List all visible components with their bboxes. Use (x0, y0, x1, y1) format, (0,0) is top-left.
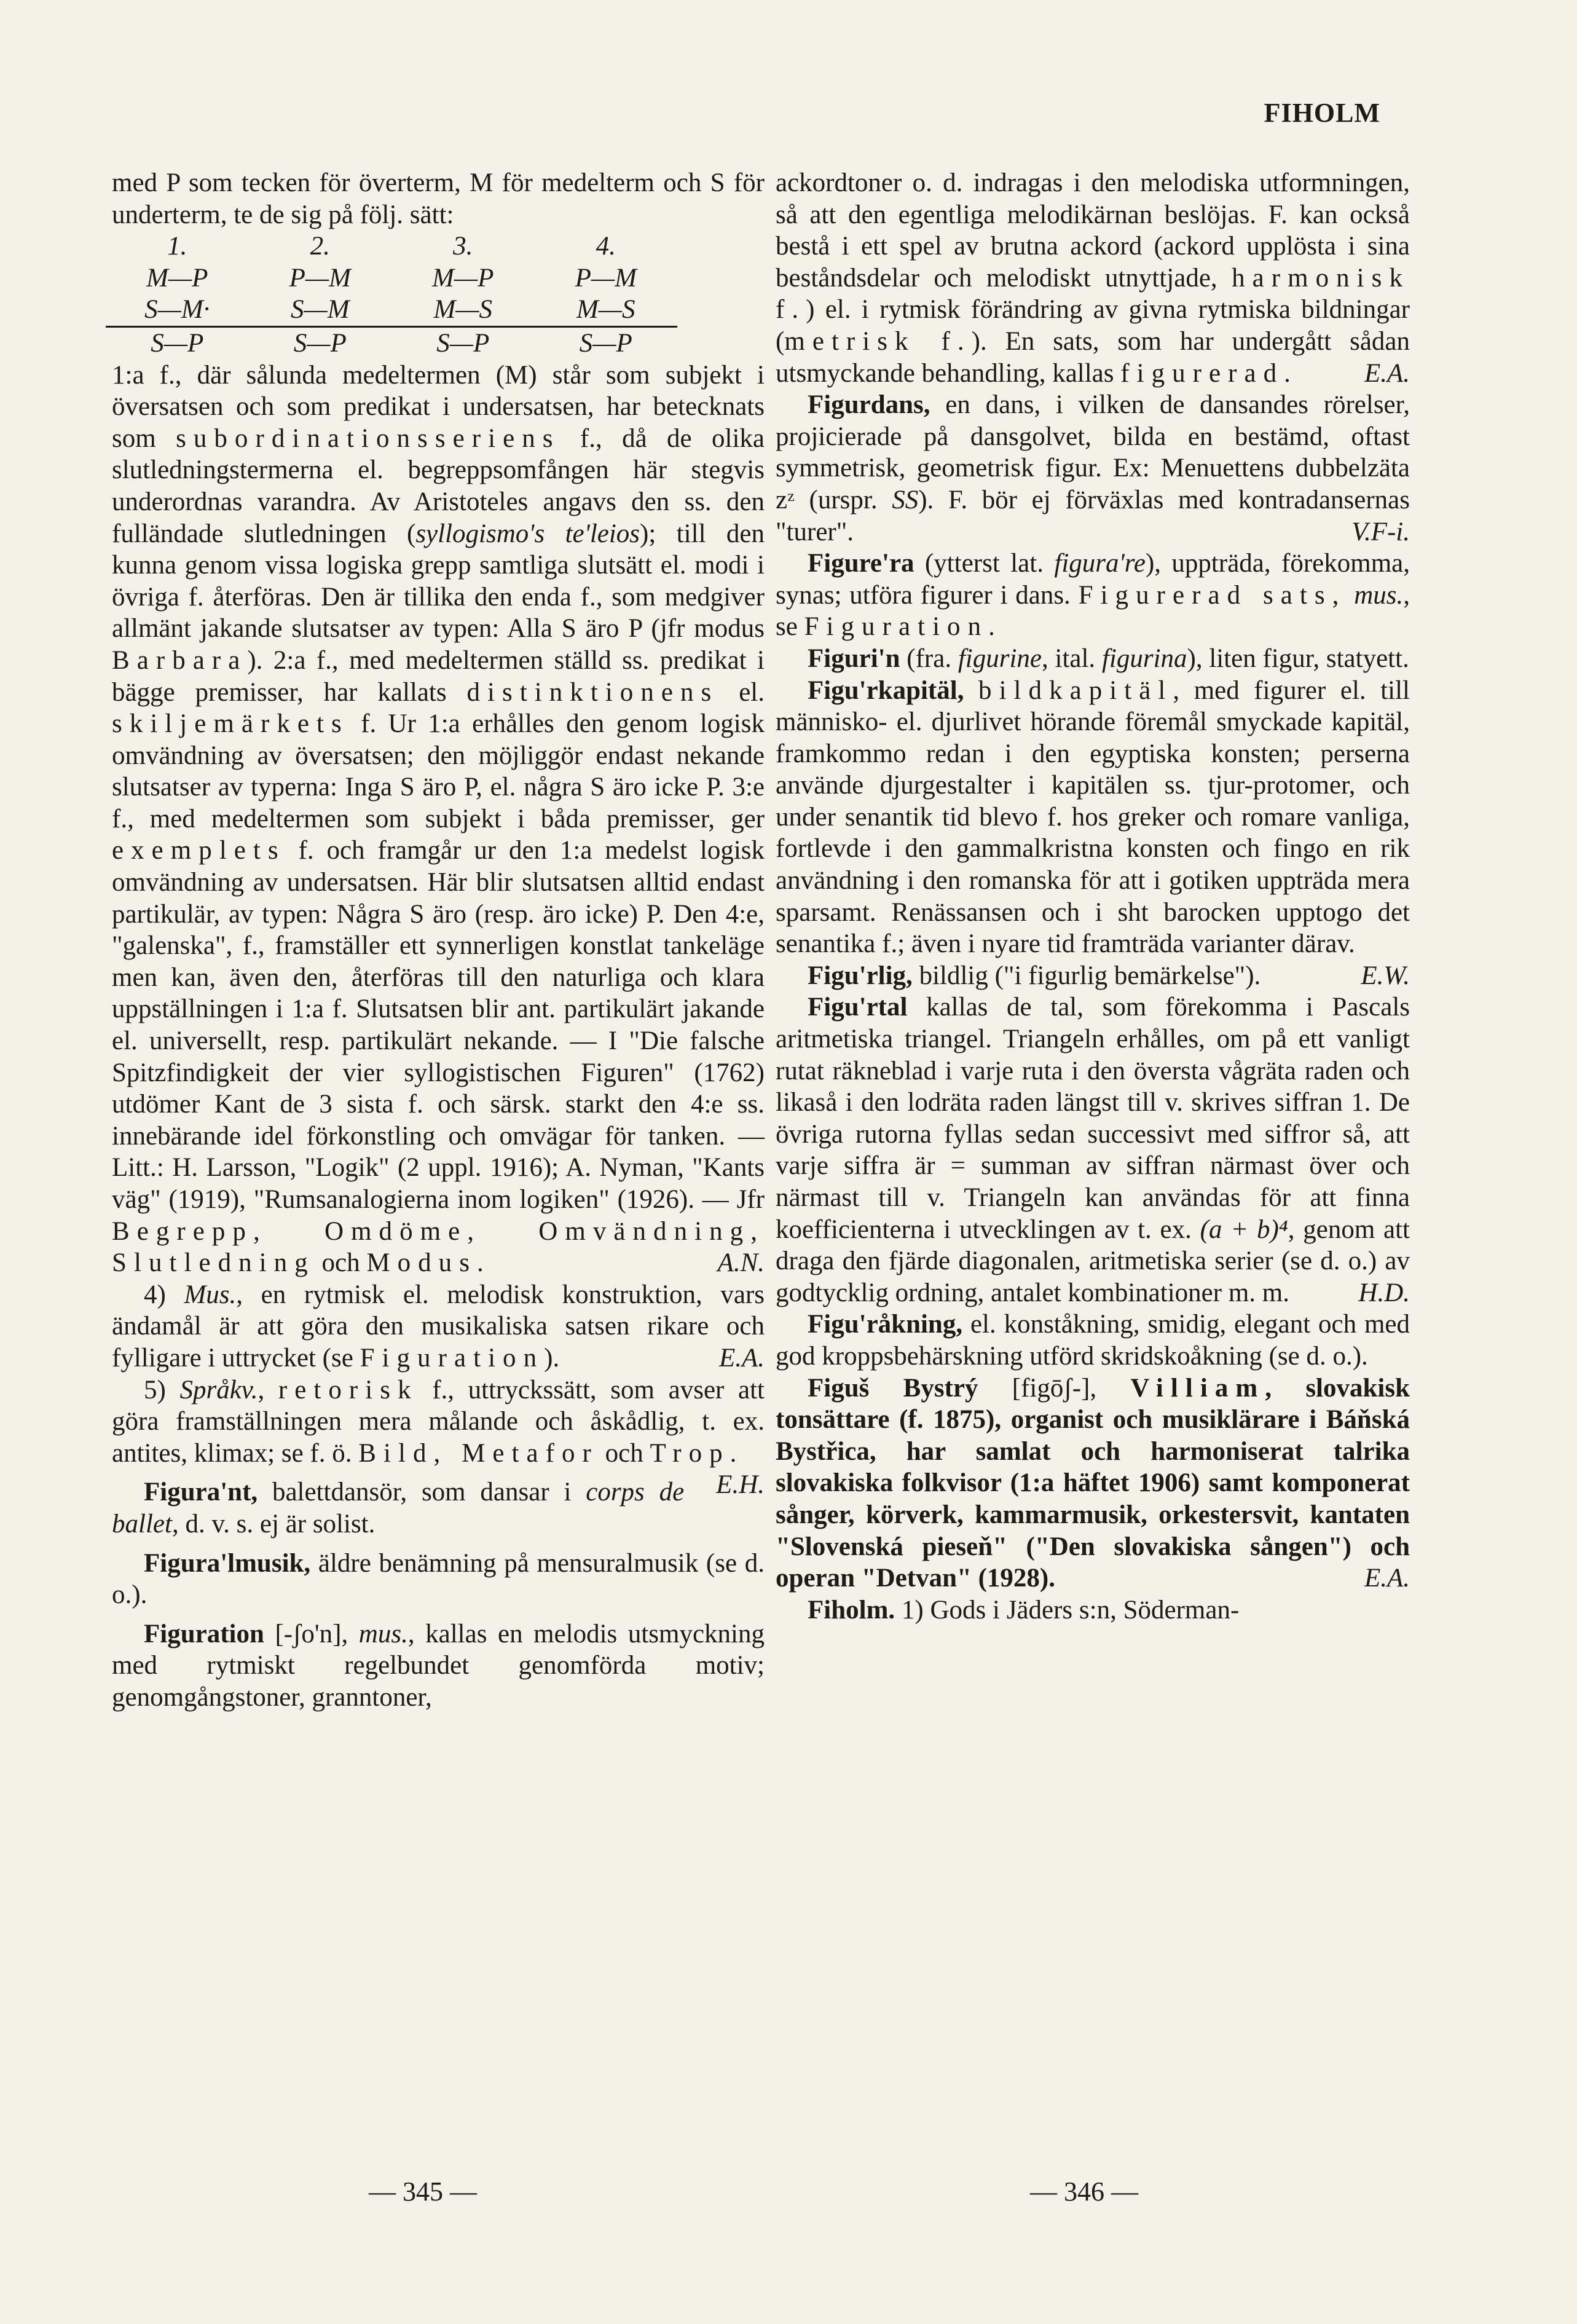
entry-fiholm: Fiholm. 1) Gods i Jäders s:n, Söderman- (808, 1595, 1240, 1625)
figuration-continued: ackordtoner o. d. indragas i den melodiska utformningen, så att den egentliga melodikärnan beslöjas. F. kan också bestå i ett spel av brutna ackord (ackord upplösta i sina beståndsdelar och melodiskt utnyttjade, harmonisk f.) el. i rytmisk förändring av givna rytmiska bildningar (metrisk f.). En sats, som har undergått sådan utsmyckande behandling, kallas figurerad. E.A. (776, 167, 1410, 389)
signature: V.F-i. (1351, 517, 1410, 546)
figure-types-paragraph: 1:a f., där sålunda medeltermen (M) står som subjekt i översatsen och som predikat i undersatsen, har betecknats som subordinationsseriens f., då de olika slutledningstermerna el. begreppsomfången här stegvis underordnas varandra. Av Aristoteles angavs den ss. den fulländade slutledningen (syllogismo's te'leios); till den kunna genom vissa logiska grepp samtliga slutsätt el. modi i övriga f. återföras. Den är tillika den enda f., som medgiver allmänt jakande slutsatser av typen: Alla S äro P (jfr modus Barbara). 2:a f., med medeltermen ställd ss. predikat i bägge premisser, har kallats distinktionens el. skiljemärkets f. Ur 1:a erhålles den genom logisk omvändning av översatsen; den möjliggör endast nekande slutsatser av typerna: Inga S äro P, el. några S äro icke P. 3:e f., med medeltermen som subjekt i båda premisser, ger exemplets f. och framgår ur den 1:a medelst logisk omvändning av undersatsen. Här blir slutsatsen alltid endast partikulär, av typen: Några S äro (resp. äro icke) P. Den 4:e, "galenska", f., framställer ett synnerligen konstlat tankeläge men kan, även den, återföras till den naturliga och klara uppställningen i 1:a f. Slutsatsen blir ant. partikulärt jakande el. universellt, resp. partikulärt nekande. — I "Die falsche Spitzfindigkeit der vier syllogistischen Figuren" (1762) utdömer Kant de 3 sista f. och särsk. starkt den 4:e ss. innebärande idel förkonstling och omvägar för tanken. — Litt.: H. Larsson, "Logik" (2 uppl. 1916); A. Nyman, "Kants väg" (1919), "Rumsanalogierna inom logiken" (1926). — Jfr Begrepp, Omdöme, Omvändning, Slutledning och Modus. A.N. (112, 360, 765, 1279)
left-column (112, 167, 765, 1714)
page-number-left: — 345 — (369, 2176, 477, 2207)
syllogism-figures-table: 1. 2. 3. 4. M—P P—M M—P P—M S—M· S—M M—S M—S S—P S—P S—P S—P (106, 230, 677, 359)
music-sense-paragraph: 4) Mus., en rytmisk el. melodisk konstruktion, vars ändamål är att göra den musikaliska satsen rikare och fylligare i uttrycket (se Figuration). E.A. (112, 1279, 765, 1374)
entry-figuration: Figuration [-ʃo'n], mus., kallas en melodis utsmyckning med rytmiskt regelbundet genomförda motiv; genomgångstoner, granntoner, (112, 1619, 765, 1712)
signature: E.A. (1364, 1564, 1410, 1593)
running-header: FIHOLM (1264, 98, 1380, 128)
intro-paragraph: med P som tecken för överterm, M för medelterm och S för underterm, te de sig på följ. sätt: (112, 168, 765, 229)
entry-figurant: Figura'nt, balettdansör, som dansar i corps de ballet, d. v. s. ej är solist. (112, 1478, 685, 1538)
page-number-right: — 346 — (1030, 2176, 1138, 2207)
entry-figus-bystry: Figuš Bystrý [figōʃ-], Villiam, slovakisk tonsättare (f. 1875), organist och musiklärare i Báňská Bystřica, har samlat och harmoniserat talrika slovakiska folkvisor (1:a häftet 1906) samt komponerat sånger, körverk, kammarmusik, orkestersvit, kantaten "Slovenská pieseň" ("Den slovakiska sången") och operan "Detvan" (1928). E.A. (776, 1373, 1410, 1594)
signature: E.H. (716, 1470, 765, 1500)
right-column (776, 167, 1410, 1626)
signature: E.W. (1361, 961, 1410, 990)
linguistics-sense-paragraph: 5) Språkv., retorisk f., uttryckssätt, som avser att göra framställningen mera målande och åskådlig, t. ex. antites, klimax; se f. ö. Bild, Metafor och Trop. E.H. (112, 1374, 765, 1470)
entry-figurtal: Figu'rtal kallas de tal, som förekomma i Pascals aritmetiska triangel. Triangeln erhålles, om på ett vanligt rutat räkneblad i varje ruta i den översta vågräta raden och likaså i den lodräta raden längst till v. skrives siffran 1. De övriga rutorna fyllas sedan successivt med siffror så, att varje siffra är = summan av siffran närmast över och närmast till v. Triangeln kan användas för att finna koefficienterna i utvecklingen av t. ex. (a + b)⁴, genom att draga den fjärde diagonalen, aritmetiska serier (se d. o.) av godtycklig ordning, antalet kombinationer m. m. H.D. (776, 991, 1410, 1309)
entry-figurlig: Figu'rlig, bildlig ("i figurlig bemärkelse"). (808, 961, 1261, 990)
entry-figurdans: Figurdans, en dans, i vilken de dansandes rörelser, projicierade på dansgolvet, bilda en bestämd, oftast symmetrisk, geometrisk figur. Ex: Menuettens dubbelzäta zᶻ (urspr. SS). F. bör ej förväxlas med kontradansernas "turer". V.F-i. (776, 389, 1410, 548)
entry-figurin: Figuri'n (fra. figurine, ital. figurina), liten figur, statyett. (808, 644, 1409, 673)
signature: H.D. (1358, 1278, 1410, 1307)
signature: E.A. (1364, 358, 1410, 388)
entry-figurkapital: Figu'rkapitäl, bildkapitäl, med figurer el. till människo- el. djurlivet hörande föremål smyckade kapitäl, framkommo redan i den egyptiska konsten; perserna använde djurgestalter i kapitälen ss. tjur-protomer, och under senantik tid blevo f. hos greker och romare vanliga, fortlevde i den gammalkristna konsten och fingo en rik användning i den romanska för att i gotiken uppträda mera sparsamt. Renässansen och i sht barocken upptogo det senantika f.; även i nyare tid framträda varianter därav. E.W. (776, 675, 1410, 960)
signature: A.N. (717, 1248, 765, 1278)
entry-figurera: Figure'ra (ytterst lat. figura're), uppträda, förekomma, synas; utföra figurer i dans. Figurerad sats, mus., se Figuration. (776, 549, 1410, 642)
entry-figuralmusik: Figura'lmusik, äldre benämning på mensuralmusik (se d. o.). (112, 1548, 765, 1610)
entry-figurakning: Figu'råkning, el. konståkning, smidig, elegant och med god kroppsbehärskning utförd skridskoåkning (se d. o.). (776, 1310, 1410, 1371)
signature: E.A. (718, 1343, 765, 1373)
